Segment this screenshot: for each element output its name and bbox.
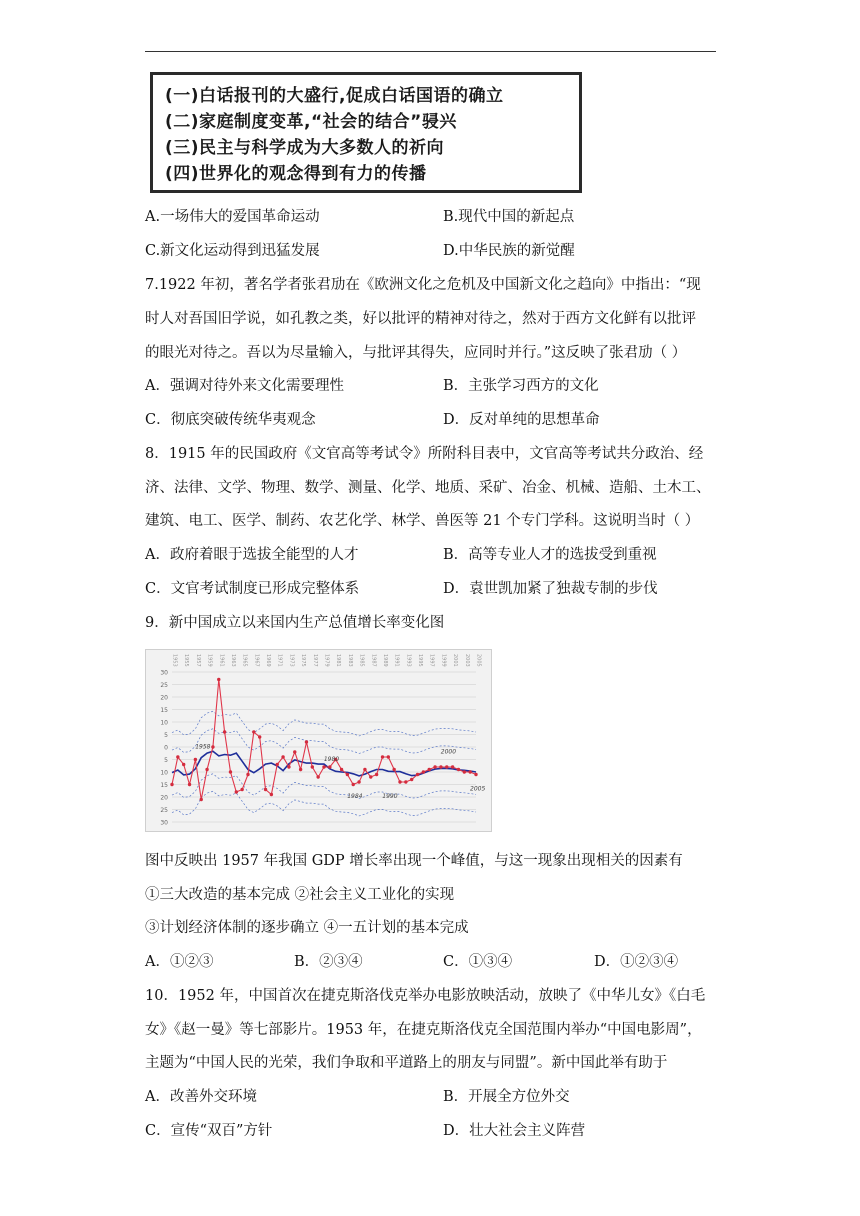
x-tick-label: 1965 (241, 654, 248, 667)
q6-option-b[interactable]: B.现代中国的新起点 (443, 209, 575, 225)
data-point (240, 788, 243, 791)
q8-stem-line-2: 济、法律、文学、物理、数学、测量、化学、地质、采矿、冶金、机械、造船、土木工、 (145, 480, 711, 496)
y-tick-label: 0 (164, 744, 168, 752)
q10-stem-line-2: 女》《赵一曼》等七部影片。1953 年，在捷克斯洛伐克全国范围内举办“中国电影周”， (145, 1022, 702, 1038)
data-point (474, 773, 477, 776)
data-point (287, 765, 290, 768)
y-tick-label: 25 (160, 682, 168, 689)
q7-option-a[interactable]: A．强调对待外来文化需要理性 (145, 378, 344, 394)
data-point (381, 755, 384, 758)
x-tick-label: 1979 (323, 654, 330, 667)
x-tick-label: 1963 (229, 654, 236, 667)
chart-annotation: 2005 (470, 785, 486, 793)
excerpt-line-4: (四)世界化的观念得到有力的传播 (165, 164, 427, 184)
x-tick-label: 2003 (463, 654, 470, 667)
q10-option-b[interactable]: B．开展全方位外交 (443, 1089, 570, 1105)
q6-option-c[interactable]: C.新文化运动得到迅猛发展 (145, 243, 320, 259)
q9-title: 9．新中国成立以来国内生产总值增长率变化图 (145, 615, 445, 631)
x-tick-label: 1971 (276, 654, 283, 667)
data-point (223, 730, 226, 733)
quoted-excerpt-box (150, 72, 582, 193)
data-point (451, 765, 454, 768)
data-point (369, 775, 372, 778)
data-point (363, 768, 366, 771)
data-point (346, 773, 349, 776)
y-tick-label: 10 (160, 769, 168, 777)
q9-items-line-2: ③计划经济体制的逐步确立 ④一五计划的基本完成 (145, 920, 469, 936)
data-point (410, 778, 413, 781)
data-point (468, 770, 471, 773)
x-tick-label: 1955 (183, 654, 190, 667)
q9-question: 图中反映出 1957 年我国 GDP 增长率出现一个峰值，与这一现象出现相关的因素有 (145, 853, 683, 869)
data-point (217, 678, 220, 681)
chart-annotation: 1990 (382, 793, 398, 800)
x-tick-label: 1969 (265, 654, 272, 667)
q7-stem-line-2: 时人对吾国旧学说，如孔教之类，好以批评的精神对待之，然对于西方文化鲜有以批评 (145, 311, 696, 327)
data-point (316, 775, 319, 778)
data-point (200, 798, 203, 801)
q7-option-c[interactable]: C．彻底突破传统华夷观念 (145, 412, 316, 428)
q8-stem-line-1: 8．1915 年的民国政府《文官高等考试令》所附科目表中，文官高等考试共分政治、经 (145, 446, 704, 462)
y-tick-label: 5 (164, 757, 168, 764)
q10-stem-line-1: 10．1952 年，中国首次在捷克斯洛伐克举办电影放映活动，放映了《中华儿女》《白毛 (145, 988, 706, 1004)
confidence-band-line (172, 729, 476, 754)
data-point (270, 793, 273, 796)
data-point (235, 790, 238, 793)
q9-option-d[interactable]: D．①②③④ (594, 954, 679, 970)
data-point (252, 730, 255, 733)
q9-option-a[interactable]: A．①②③ (145, 954, 214, 970)
x-tick-label: 1997 (428, 654, 435, 667)
chart-annotation: 1980 (323, 756, 340, 763)
x-tick-label: 1961 (218, 654, 225, 667)
q7-stem-line-3: 的眼光对待之。吾以为尽量输入，与批评其得失，应同时并行。”这反映了张君劢（ ） (145, 345, 687, 361)
data-point (176, 755, 179, 758)
q9-option-c[interactable]: C．①③④ (443, 954, 513, 970)
data-point (322, 765, 325, 768)
x-tick-label: 1975 (300, 654, 307, 667)
data-point (352, 783, 355, 786)
gdp-growth-chart-svg (146, 650, 491, 831)
data-point (182, 763, 185, 766)
q9-option-b[interactable]: B．②③④ (294, 954, 363, 970)
y-tick-label: 5 (164, 732, 168, 739)
data-point (357, 780, 360, 783)
excerpt-line-1: (一)白话报刊的大盛行,促成白话国语的确立 (165, 86, 504, 106)
data-point (246, 773, 249, 776)
data-point (392, 768, 395, 771)
q10-option-d[interactable]: D．壮大社会主义阵营 (443, 1123, 586, 1139)
q10-option-c[interactable]: C．宣传“双百”方针 (145, 1123, 273, 1139)
q8-stem-line-3: 建筑、电工、医学、制药、农艺化学、林学、兽医等 21 个专门学科。这说明当时（ ） (145, 513, 700, 529)
data-point (211, 745, 214, 748)
y-tick-label: 10 (160, 719, 168, 727)
q7-option-d[interactable]: D．反对单纯的思想革命 (443, 412, 600, 428)
q6-option-d[interactable]: D.中华民族的新觉醒 (443, 243, 575, 259)
y-tick-label: 20 (160, 694, 168, 702)
data-point (293, 750, 296, 753)
x-tick-label: 1967 (253, 654, 260, 667)
data-point (445, 765, 448, 768)
data-point (375, 773, 378, 776)
q7-option-b[interactable]: B．主张学习西方的文化 (443, 378, 599, 394)
data-point (281, 755, 284, 758)
data-point (229, 770, 232, 773)
y-tick-label: 30 (160, 819, 168, 827)
q10-option-a[interactable]: A．改善外交环境 (145, 1089, 257, 1105)
q9-items-line-1: ①三大改造的基本完成 ②社会主义工业化的实现 (145, 887, 455, 903)
data-point (311, 765, 314, 768)
x-tick-label: 1995 (417, 654, 424, 667)
confidence-band-line (172, 791, 476, 816)
y-tick-label: 15 (160, 707, 168, 714)
x-tick-label: 1957 (194, 654, 201, 667)
data-point (340, 768, 343, 771)
confidence-band-line (172, 774, 476, 799)
q10-stem-line-3: 主题为“中国人民的光荣，我们争取和平道路上的朋友与同盟”。新中国此举有助于 (145, 1055, 668, 1071)
data-point (188, 783, 191, 786)
y-tick-label: 30 (160, 669, 168, 677)
chart-annotation: 2000 (440, 748, 457, 756)
data-point (170, 783, 173, 786)
x-tick-label: 2001 (452, 654, 459, 667)
x-tick-label: 2005 (475, 654, 482, 667)
data-point (433, 765, 436, 768)
y-tick-label: 15 (160, 782, 168, 789)
data-point (258, 735, 261, 738)
data-point (264, 788, 267, 791)
q7-stem-line-1: 7.1922 年初，著名学者张君劢在《欧洲文化之危机及中国新文化之趋向》中指出：“现 (145, 277, 701, 293)
y-tick-label: 20 (160, 794, 168, 802)
q6-option-a[interactable]: A.一场伟大的爱国革命运动 (145, 209, 320, 225)
gdp-growth-line (172, 680, 476, 800)
y-tick-label: 25 (160, 807, 168, 814)
gdp-growth-chart (145, 649, 492, 832)
data-point (463, 770, 466, 773)
x-tick-label: 1981 (335, 654, 342, 667)
data-point (422, 770, 425, 773)
data-point (439, 765, 442, 768)
confidence-band-line (172, 711, 476, 736)
x-tick-label: 1953 (171, 654, 178, 667)
q8-option-c[interactable]: C．文官考试制度已形成完整体系 (145, 581, 360, 597)
x-tick-label: 1987 (370, 654, 377, 667)
q8-option-b[interactable]: B．高等专业人才的选拔受到重视 (443, 547, 657, 563)
data-point (404, 780, 407, 783)
data-point (194, 758, 197, 761)
data-point (428, 768, 431, 771)
q8-option-d[interactable]: D．袁世凯加紧了独裁专制的步伐 (443, 581, 658, 597)
x-tick-label: 1993 (405, 654, 412, 667)
data-point (205, 768, 208, 771)
excerpt-line-3: (三)民主与科学成为大多数人的祈向 (165, 138, 445, 158)
data-point (398, 780, 401, 783)
x-tick-label: 1959 (206, 654, 213, 667)
data-point (276, 763, 279, 766)
data-point (299, 768, 302, 771)
x-tick-label: 1999 (440, 654, 447, 667)
data-point (387, 755, 390, 758)
data-point (305, 740, 308, 743)
x-tick-label: 1985 (358, 654, 365, 667)
excerpt-line-2: (二)家庭制度变革,“社会的结合”骎兴 (165, 112, 457, 132)
x-tick-label: 1991 (393, 654, 400, 667)
header-rule (145, 51, 716, 52)
x-tick-label: 1973 (288, 654, 295, 667)
data-point (457, 768, 460, 771)
x-tick-label: 1977 (311, 654, 318, 667)
data-point (416, 773, 419, 776)
x-tick-label: 1989 (381, 654, 388, 667)
data-point (328, 765, 331, 768)
chart-annotation: 1958 (195, 743, 211, 751)
x-tick-label: 1983 (346, 654, 353, 667)
chart-annotation: 1984 (347, 793, 363, 800)
q8-option-a[interactable]: A．政府着眼于选拔全能型的人才 (145, 547, 359, 563)
